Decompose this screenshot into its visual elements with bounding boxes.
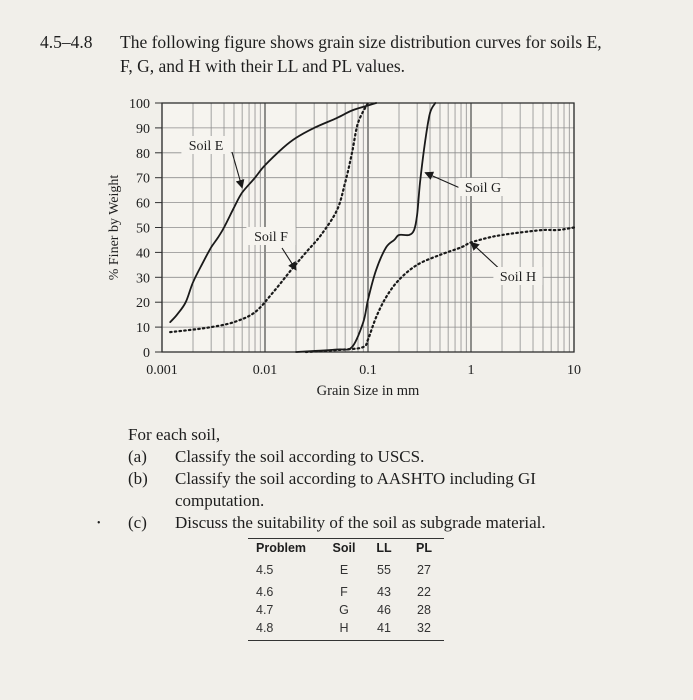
x-axis-label: Grain Size in mm <box>316 383 420 399</box>
question-a-label: (a) <box>128 447 147 466</box>
table-cell-problem: 4.5 <box>256 563 274 577</box>
soil-properties-table <box>248 538 444 641</box>
y-tick-label: 0 <box>143 346 150 361</box>
y-tick-label: 90 <box>136 121 150 137</box>
table-cell-ll: 41 <box>364 619 404 641</box>
y-tick-label: 80 <box>136 146 150 162</box>
table-cell-soil: E <box>339 563 349 577</box>
table-cell-problem: 4.7 <box>256 603 274 617</box>
table-cell-pl: 22 <box>417 585 431 599</box>
x-tick-label: 10 <box>567 363 581 378</box>
y-tick-label: 40 <box>136 246 150 262</box>
table-header-ll: LL <box>364 539 404 562</box>
y-tick-label: 20 <box>136 296 150 312</box>
instructions-intro: For each soil, <box>128 425 221 444</box>
table-cell-problem: 4.6 <box>256 585 274 599</box>
table-cell-pl: 32 <box>404 619 444 641</box>
problem-statement-line-2: F, G, and H with their LL and PL values. <box>120 56 406 76</box>
table-cell-ll: 55 <box>377 563 391 577</box>
x-tick-label: 1 <box>467 363 475 378</box>
table-cell-ll: 46 <box>377 603 391 617</box>
question-b-text: Classify the soil according to AASHTO including GI <box>175 469 536 488</box>
y-tick-label: 60 <box>136 196 150 212</box>
table-cell-ll: 43 <box>377 585 391 599</box>
problem-number: 4.5–4.8 <box>40 32 93 52</box>
x-tick-label: 0.1 <box>359 363 377 378</box>
table-cell-problem: 4.8 <box>248 619 324 641</box>
table-cell-soil: G <box>339 603 349 617</box>
question-b-continuation: computation. <box>175 491 265 510</box>
instructions <box>128 424 638 534</box>
table-cell-pl: 28 <box>417 603 431 617</box>
y-axis-label: % Finer by Weight <box>107 174 122 281</box>
question-b-label: (b) <box>128 469 148 488</box>
y-tick-label: 50 <box>136 221 150 237</box>
table-row <box>248 601 444 619</box>
table-header-soil: Soil <box>324 539 364 562</box>
question-c <box>128 512 638 534</box>
soil-f-label: Soil F <box>254 230 288 245</box>
soil-g-label: Soil G <box>464 181 502 196</box>
table-header-pl: PL <box>404 539 444 562</box>
table-row <box>248 561 444 579</box>
question-a-text: Classify the soil according to USCS. <box>175 447 425 466</box>
question-b <box>128 468 638 512</box>
x-tick-label: 0.01 <box>252 363 278 378</box>
table-row <box>248 619 444 641</box>
question-c-text: Discuss the suitability of the soil as subgrade material. <box>175 513 546 532</box>
question-a <box>128 446 638 468</box>
y-tick-label: 70 <box>136 171 150 187</box>
bullet-dot: • <box>97 518 101 529</box>
question-c-label: (c) <box>128 513 147 532</box>
table-header-row <box>248 539 444 562</box>
table-header-problem: Problem <box>248 539 324 562</box>
y-tick-label: 100 <box>129 97 150 112</box>
soil-h-label: Soil H <box>499 270 537 285</box>
soil-e-label: Soil E <box>188 139 224 154</box>
y-tick-label: 10 <box>136 321 150 337</box>
x-tick-label: 0.001 <box>146 363 178 378</box>
table-cell-pl: 27 <box>417 563 431 577</box>
y-tick-label: 30 <box>136 271 150 287</box>
table-cell-soil: H <box>324 619 364 641</box>
table-cell-soil: F <box>340 585 348 599</box>
table-row <box>248 579 444 601</box>
problem-statement-line-1: The following figure shows grain size distribution curves for soils E, <box>120 32 602 52</box>
